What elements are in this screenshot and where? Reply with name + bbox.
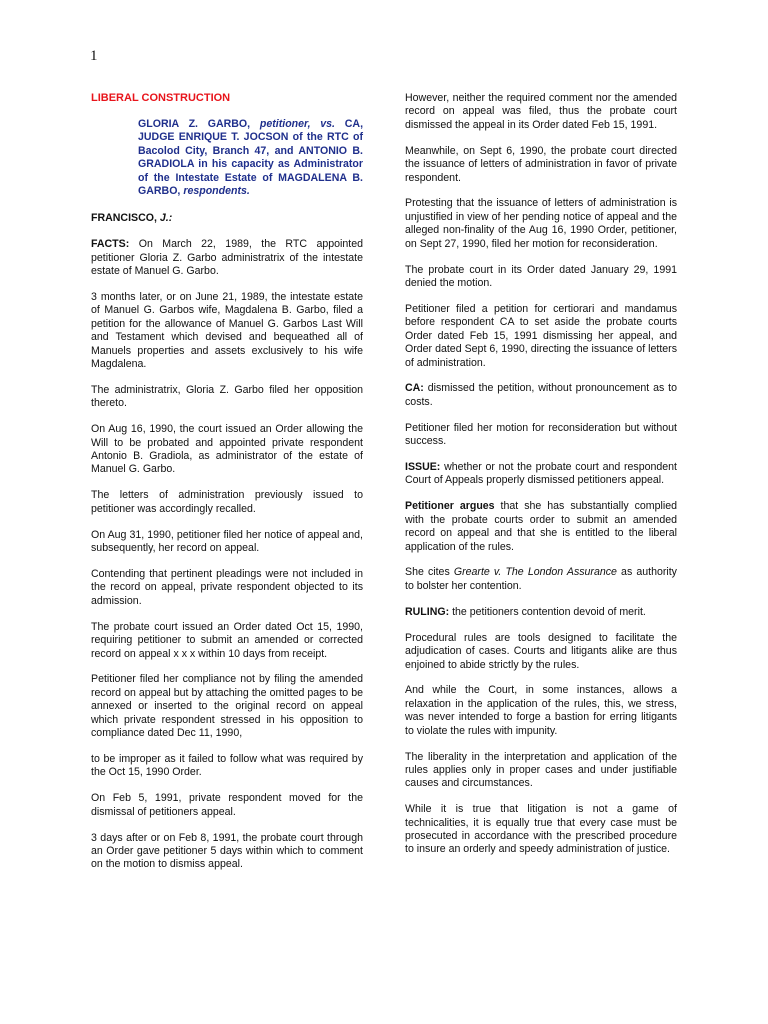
facts-paragraph bbox=[91, 238, 363, 278]
paragraph: Petitioner filed her motion for reconsideration but without success. bbox=[405, 421, 677, 448]
caption-petitioner: petitioner, vs. bbox=[259, 117, 335, 130]
ca-text: dismissed the petition, without pronouncement as to costs. bbox=[405, 382, 677, 408]
paragraph: The probate court in its Order dated January 29, 1991 denied the motion. bbox=[405, 263, 677, 289]
cited-case: Grearte v. The London Assurance bbox=[453, 566, 617, 579]
paragraph: And while the Court, in some instances, allows a relaxation in the application of the rules, this, we stress, was never intended to forge a bastion for erring litigants to violate the rules with impunity. bbox=[405, 684, 677, 737]
argues-paragraph bbox=[405, 500, 677, 554]
paragraph: The probate court issued an Order dated Oct 15, 1990, requiring petitioner to submit an amended or corrected record on appeal x x x within 10 days from receipt. bbox=[91, 620, 363, 660]
ponente-name: FRANCISCO, bbox=[91, 212, 160, 225]
paragraph: On Aug 16, 1990, the court issued an Order allowing the Will to be probated and appointed private respondent Antonio B. Gradiola, as administrator of the estate of Manuel G. Garbo. bbox=[91, 423, 363, 476]
caption-respondents: respondents. bbox=[183, 184, 250, 197]
ponente bbox=[91, 212, 363, 225]
paragraph: On Feb 5, 1991, private respondent moved for the dismissal of petitioners appeal. bbox=[91, 792, 363, 818]
paragraph: On Aug 31, 1990, petitioner filed her notice of appeal and, subsequently, her record on appeal. bbox=[91, 528, 363, 555]
paragraph: Meanwhile, on Sept 6, 1990, the probate court directed the issuance of letters of administration in favor of private respondent. bbox=[405, 144, 677, 184]
page-number: 1 bbox=[90, 48, 98, 64]
issue-text: whether or not the probate court and respondent Court of Appeals properly dismissed petitioners appeal. bbox=[405, 461, 677, 487]
ca-paragraph bbox=[405, 382, 677, 409]
paragraph: 3 months later, or on June 21, 1989, the intestate estate of Manuel G. Garbos wife, Magdalena B. Garbo, filed a petition for the allowance of Manuel G. Garbos Last Will and Testament which devised and bequeathed all of Manuels properties and assets exclusively to his wife Magdalena. bbox=[91, 290, 363, 370]
paragraph: Contending that pertinent pleadings were not included in the record on appeal, private respondent objected to its admission. bbox=[91, 567, 363, 607]
cites-post: as authority to bolster her contention. bbox=[405, 566, 677, 592]
ruling-text: the petitioners contention devoid of merit. bbox=[449, 605, 646, 618]
facts-text: On March 22, 1989, the RTC appointed petitioner Gloria Z. Garbo administratrix of the intestate estate of Manuel G. Garbo. bbox=[91, 238, 363, 278]
ruling-label: RULING: bbox=[405, 605, 450, 618]
paragraph: to be improper as it failed to follow what was required by the Oct 15, 1990 Order. bbox=[91, 752, 363, 779]
caption-part1: GLORIA Z. GARBO, bbox=[138, 117, 260, 130]
paragraph: Protesting that the issuance of letters of administration is unjustified in view of her pending notice of appeal and the alleged non-finality of the Aug 16, 1990 Order, petitioner, on Sept 27, 1990, filed her motion for reconsideration. bbox=[405, 197, 677, 250]
paragraph: The liberality in the interpretation and application of the rules applies only in proper cases and under justifiable causes and circumstances. bbox=[405, 750, 677, 790]
facts-label: FACTS: bbox=[91, 238, 130, 251]
argues-text: that she has substantially complied with the probate courts order to submit an amended record on appeal and that she is entitled to the liberal application of the rules. bbox=[405, 500, 677, 553]
case-caption bbox=[138, 118, 363, 198]
issue-paragraph bbox=[405, 461, 677, 488]
paragraph: While it is true that litigation is not a game of technicalities, it is equally true that every case must be prosecuted in accordance with the prescribed procedure to insure an orderly and speedy administration of justice. bbox=[405, 803, 677, 856]
paragraph: Procedural rules are tools designed to facilitate the adjudication of cases. Courts and litigants alike are thus enjoined to abide strictly by the rules. bbox=[405, 631, 677, 671]
paragraph: However, neither the required comment nor the amended record on appeal was filed, thus the probate court dismissed the appeal in its Order dated Feb 15, 1991. bbox=[405, 92, 677, 131]
cites-pre: She cites bbox=[405, 566, 454, 579]
paragraph: The letters of administration previously issued to petitioner was accordingly recalled. bbox=[91, 489, 363, 515]
ruling-paragraph bbox=[405, 606, 677, 619]
ca-label: CA: bbox=[405, 382, 424, 395]
ponente-j: J.: bbox=[159, 212, 173, 225]
section-heading: LIBERAL CONSTRUCTION bbox=[91, 92, 231, 104]
paragraph: 3 days after or on Feb 8, 1991, the probate court through an Order gave petitioner 5 days within which to comment on the motion to dismiss appeal. bbox=[91, 831, 363, 871]
paragraph: The administratrix, Gloria Z. Garbo filed her opposition thereto. bbox=[91, 383, 363, 410]
left-column bbox=[91, 92, 363, 884]
paragraph: Petitioner filed a petition for certiorari and mandamus before respondent CA to set aside the probate courts Order dated Feb 15, 1991 dismissing her appeal, and Order dated Sept 6, 1990, directing the issuance of letters of administration. bbox=[405, 302, 677, 369]
argues-label: Petitioner argues bbox=[405, 500, 495, 513]
cites-paragraph bbox=[405, 566, 677, 593]
paragraph: Petitioner filed her compliance not by filing the amended record on appeal but by attaching the omitted pages to be annexed or inserted to the original record on appeal which private respondent stressed in his opposition to compliance dated Dec 11, 1990, bbox=[91, 673, 363, 740]
right-column bbox=[405, 92, 677, 869]
caption-part2: CA, JUDGE ENRIQUE T. JOCSON of the RTC of Bacolod City, Branch 47, and ANTONIO B. GRADIOLA in his capacity as Administrator of the Intestate Estate of MAGDALENA B. GARBO, bbox=[138, 117, 364, 197]
issue-label: ISSUE: bbox=[405, 461, 441, 474]
